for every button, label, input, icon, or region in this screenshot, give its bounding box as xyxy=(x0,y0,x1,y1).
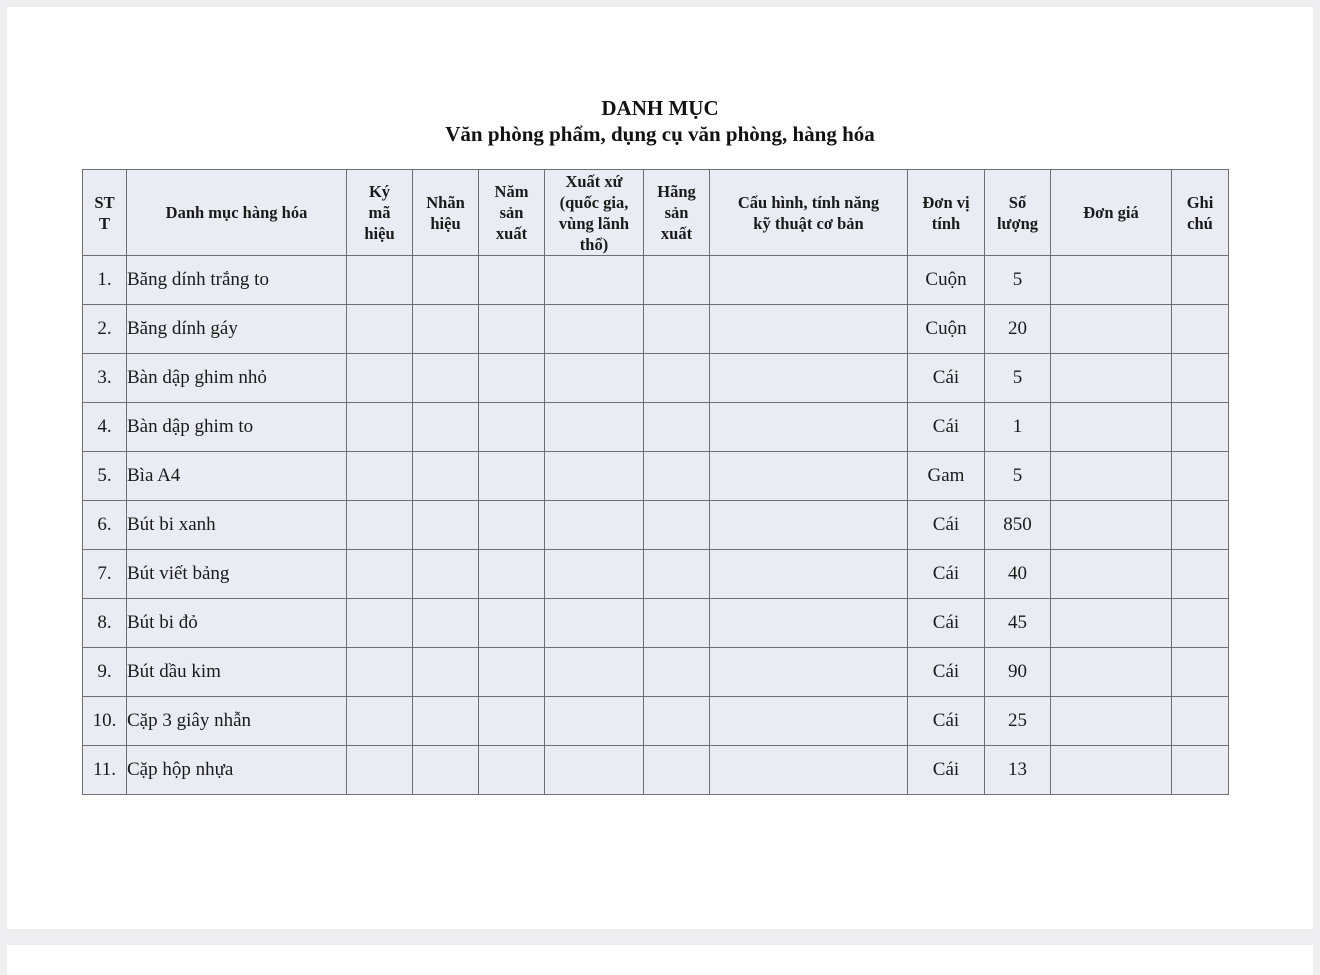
goods-table xyxy=(82,169,1229,795)
cell-stt: 6. xyxy=(83,501,127,550)
cell-unit: Cái xyxy=(908,746,985,795)
cell-code xyxy=(347,305,413,354)
cell-item-name: Bàn dập ghim nhỏ xyxy=(127,354,347,403)
header-line: Số xyxy=(1008,192,1027,212)
cell-year xyxy=(479,648,545,697)
cell-note xyxy=(1172,697,1229,746)
header-year xyxy=(479,170,545,256)
cell-note xyxy=(1172,501,1229,550)
cell-stt: 4. xyxy=(83,403,127,452)
cell-stt: 10. xyxy=(83,697,127,746)
header-line: (quốc gia, xyxy=(559,192,629,212)
header-line: Đơn giá xyxy=(1083,203,1139,222)
cell-quantity: 1 xyxy=(985,403,1051,452)
cell-unit: Gam xyxy=(908,452,985,501)
cell-brand xyxy=(413,697,479,746)
header-line: xuất xyxy=(660,224,693,243)
header-line: lượng xyxy=(996,213,1039,233)
header-note xyxy=(1172,170,1229,256)
table-row xyxy=(83,550,1229,599)
cell-item-name: Cặp hộp nhựa xyxy=(127,746,347,795)
cell-origin xyxy=(545,256,644,305)
cell-price xyxy=(1051,256,1172,305)
table-row xyxy=(83,697,1229,746)
cell-origin xyxy=(545,599,644,648)
cell-price xyxy=(1051,599,1172,648)
cell-note xyxy=(1172,403,1229,452)
cell-maker xyxy=(644,599,710,648)
cell-code xyxy=(347,648,413,697)
table-row xyxy=(83,354,1229,403)
table-row xyxy=(83,599,1229,648)
header-line: kỹ thuật cơ bản xyxy=(753,213,864,233)
cell-brand xyxy=(413,256,479,305)
cell-unit: Cuộn xyxy=(908,305,985,354)
cell-unit: Cái xyxy=(908,403,985,452)
header-name xyxy=(127,170,347,256)
cell-code xyxy=(347,501,413,550)
cell-origin xyxy=(545,403,644,452)
table-row xyxy=(83,305,1229,354)
cell-spec xyxy=(710,305,908,354)
cell-origin xyxy=(545,746,644,795)
cell-origin xyxy=(545,501,644,550)
cell-note xyxy=(1172,256,1229,305)
cell-year xyxy=(479,452,545,501)
cell-quantity: 20 xyxy=(985,305,1051,354)
cell-note xyxy=(1172,354,1229,403)
cell-item-name: Băng dính trắng to xyxy=(127,256,347,305)
cell-price xyxy=(1051,305,1172,354)
cell-quantity: 13 xyxy=(985,746,1051,795)
header-line: sản xyxy=(499,203,524,222)
cell-stt: 11. xyxy=(83,746,127,795)
table-row xyxy=(83,403,1229,452)
cell-year xyxy=(479,697,545,746)
cell-maker xyxy=(644,256,710,305)
header-line: sản xyxy=(664,203,689,222)
header-brand xyxy=(413,170,479,256)
cell-spec xyxy=(710,501,908,550)
cell-maker xyxy=(644,305,710,354)
header-line: Đơn vị xyxy=(922,192,970,212)
header-spec xyxy=(710,170,908,256)
header-maker xyxy=(644,170,710,256)
header-line: hiệu xyxy=(364,224,395,243)
cell-item-name: Băng dính gáy xyxy=(127,305,347,354)
cell-year xyxy=(479,501,545,550)
table-header-row xyxy=(83,170,1229,256)
table-row xyxy=(83,501,1229,550)
document-title: DANH MỤC xyxy=(601,96,719,120)
cell-maker xyxy=(644,354,710,403)
cell-unit: Cái xyxy=(908,697,985,746)
cell-stt: 1. xyxy=(83,256,127,305)
cell-code xyxy=(347,354,413,403)
table-row xyxy=(83,256,1229,305)
cell-maker xyxy=(644,403,710,452)
cell-quantity: 5 xyxy=(985,354,1051,403)
cell-note xyxy=(1172,550,1229,599)
cell-stt: 8. xyxy=(83,599,127,648)
cell-brand xyxy=(413,599,479,648)
header-line: Năm xyxy=(494,182,529,201)
header-line: Cấu hình, tính năng xyxy=(737,192,880,212)
header-line: vùng lãnh xyxy=(558,213,630,233)
table-row xyxy=(83,452,1229,501)
header-line: tính xyxy=(931,213,961,233)
cell-origin xyxy=(545,550,644,599)
header-line: hiệu xyxy=(430,213,461,233)
cell-code xyxy=(347,452,413,501)
cell-code xyxy=(347,550,413,599)
cell-maker xyxy=(644,648,710,697)
cell-stt: 2. xyxy=(83,305,127,354)
cell-origin xyxy=(545,354,644,403)
cell-year xyxy=(479,256,545,305)
cell-price xyxy=(1051,354,1172,403)
header-unit xyxy=(908,170,985,256)
cell-maker xyxy=(644,501,710,550)
cell-year xyxy=(479,550,545,599)
cell-stt: 3. xyxy=(83,354,127,403)
cell-brand xyxy=(413,403,479,452)
cell-note xyxy=(1172,746,1229,795)
cell-item-name: Cặp 3 giây nhẫn xyxy=(127,697,347,746)
cell-note xyxy=(1172,648,1229,697)
header-line: Nhãn xyxy=(426,192,465,212)
cell-spec xyxy=(710,550,908,599)
cell-spec xyxy=(710,452,908,501)
next-page-edge xyxy=(7,945,1313,975)
cell-price xyxy=(1051,648,1172,697)
cell-year xyxy=(479,305,545,354)
cell-spec xyxy=(710,599,908,648)
cell-spec xyxy=(710,648,908,697)
header-line: Xuất xứ xyxy=(565,171,623,191)
cell-brand xyxy=(413,746,479,795)
header-line: mã xyxy=(368,203,391,222)
header-line: Ký xyxy=(368,182,391,201)
cell-spec xyxy=(710,697,908,746)
cell-price xyxy=(1051,697,1172,746)
cell-quantity: 850 xyxy=(985,501,1051,550)
cell-code xyxy=(347,256,413,305)
cell-maker xyxy=(644,550,710,599)
header-qty xyxy=(985,170,1051,256)
cell-unit: Cuộn xyxy=(908,256,985,305)
cell-spec xyxy=(710,354,908,403)
cell-spec xyxy=(710,403,908,452)
cell-brand xyxy=(413,550,479,599)
cell-spec xyxy=(710,746,908,795)
cell-price xyxy=(1051,403,1172,452)
cell-unit: Cái xyxy=(908,599,985,648)
cell-unit: Cái xyxy=(908,550,985,599)
cell-item-name: Bút dầu kim xyxy=(127,648,347,697)
cell-code xyxy=(347,599,413,648)
cell-price xyxy=(1051,501,1172,550)
cell-unit: Cái xyxy=(908,354,985,403)
cell-origin xyxy=(545,305,644,354)
document-page xyxy=(7,7,1313,929)
cell-quantity: 5 xyxy=(985,256,1051,305)
cell-note xyxy=(1172,452,1229,501)
cell-origin xyxy=(545,697,644,746)
cell-unit: Cái xyxy=(908,501,985,550)
header-code xyxy=(347,170,413,256)
cell-year xyxy=(479,746,545,795)
header-line: xuất xyxy=(495,224,528,243)
cell-price xyxy=(1051,746,1172,795)
cell-price xyxy=(1051,452,1172,501)
cell-unit: Cái xyxy=(908,648,985,697)
cell-origin xyxy=(545,452,644,501)
cell-quantity: 25 xyxy=(985,697,1051,746)
table-row xyxy=(83,746,1229,795)
header-stt xyxy=(83,170,127,256)
header-line: Ghi xyxy=(1186,192,1214,212)
cell-brand xyxy=(413,501,479,550)
cell-note xyxy=(1172,305,1229,354)
cell-price xyxy=(1051,550,1172,599)
cell-spec xyxy=(710,256,908,305)
header-price xyxy=(1051,170,1172,256)
cell-brand xyxy=(413,305,479,354)
cell-note xyxy=(1172,599,1229,648)
cell-stt: 5. xyxy=(83,452,127,501)
cell-brand xyxy=(413,648,479,697)
cell-stt: 9. xyxy=(83,648,127,697)
cell-item-name: Bìa A4 xyxy=(127,452,347,501)
cell-brand xyxy=(413,452,479,501)
cell-maker xyxy=(644,746,710,795)
cell-item-name: Bút viết bảng xyxy=(127,550,347,599)
cell-origin xyxy=(545,648,644,697)
cell-quantity: 90 xyxy=(985,648,1051,697)
table-row xyxy=(83,648,1229,697)
cell-code xyxy=(347,403,413,452)
cell-stt: 7. xyxy=(83,550,127,599)
cell-quantity: 5 xyxy=(985,452,1051,501)
header-line: Hãng xyxy=(657,182,696,201)
cell-code xyxy=(347,746,413,795)
cell-quantity: 40 xyxy=(985,550,1051,599)
cell-item-name: Bút bi đỏ xyxy=(127,599,347,648)
cell-quantity: 45 xyxy=(985,599,1051,648)
cell-code xyxy=(347,697,413,746)
cell-year xyxy=(479,403,545,452)
header-line: chú xyxy=(1187,213,1213,233)
header-origin xyxy=(545,170,644,256)
cell-item-name: Bút bi xanh xyxy=(127,501,347,550)
document-subtitle: Văn phòng phẩm, dụng cụ văn phòng, hàng hóa xyxy=(445,122,875,146)
header-line: thổ) xyxy=(579,234,609,254)
cell-brand xyxy=(413,354,479,403)
cell-maker xyxy=(644,452,710,501)
cell-year xyxy=(479,354,545,403)
cell-maker xyxy=(644,697,710,746)
cell-year xyxy=(479,599,545,648)
cell-item-name: Bàn dập ghim to xyxy=(127,403,347,452)
header-line: Danh mục hàng hóa xyxy=(165,203,308,222)
header-line: ST xyxy=(94,192,115,212)
header-line: T xyxy=(98,213,110,233)
